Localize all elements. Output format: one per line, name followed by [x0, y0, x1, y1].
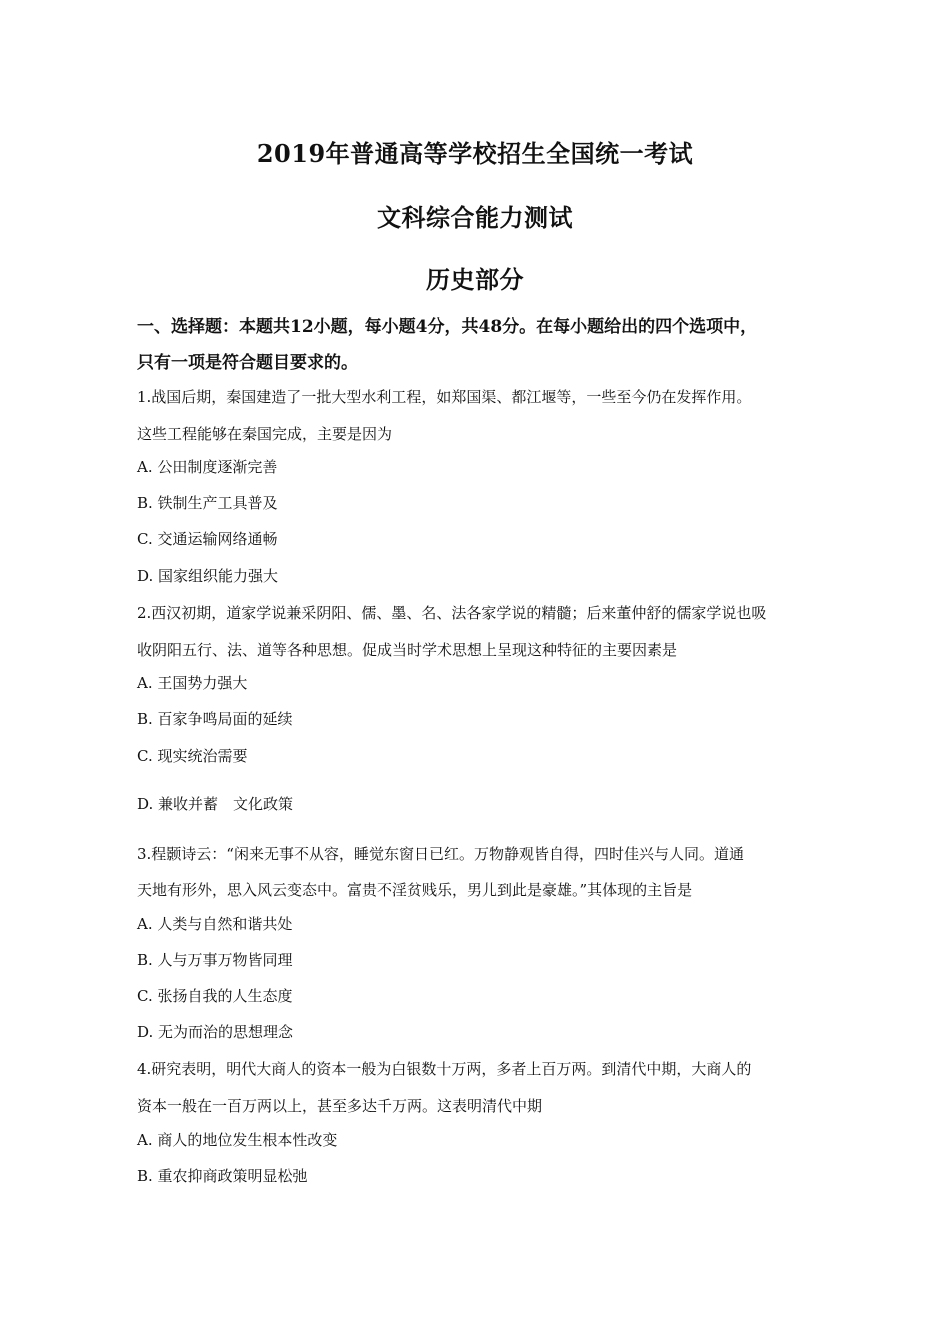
instructions-line-1: 一、选择题：本题共12小题，每小题4分，共48分。在每小题给出的四个选项中， [137, 317, 758, 337]
question-2-option-c: C. 现实统治需要 [137, 747, 248, 765]
section-title: 历史部分 [426, 265, 524, 294]
question-2-stem-line-1: 2.西汉初期，道家学说兼采阴阳、儒、墨、名、法各家学说的精髓；后来董仲舒的儒家学说也吸 [137, 604, 767, 622]
question-3-stem-line-1: 3.程颢诗云：“闲来无事不从容，睡觉东窗日已红。万物静观皆自得，四时佳兴与人同。道通 [137, 845, 744, 863]
question-2-stem-line-2: 收阴阳五行、法、道等各种思想。促成当时学术思想上呈现这种特征的主要因素是 [137, 641, 678, 659]
instructions-line-2: 只有一项是符合题目要求的。 [137, 353, 358, 373]
question-4-stem-line-1: 4.研究表明，明代大商人的资本一般为白银数十万两，多者上百万两。到清代中期，大商人的 [137, 1060, 752, 1078]
question-1-option-a: A. 公田制度逐渐完善 [137, 458, 278, 476]
question-2-option-b: B. 百家争鸣局面的延续 [137, 710, 293, 728]
question-1-option-c: C. 交通运输网络通畅 [137, 530, 278, 548]
question-2-option-a: A. 王国势力强大 [137, 674, 248, 692]
question-3-option-c: C. 张扬自我的人生态度 [137, 987, 293, 1005]
exam-title: 2019年普通高等学校招生全国统一考试 [256, 139, 694, 168]
question-4-option-a: A. 商人的地位发生根本性改变 [137, 1131, 338, 1149]
question-1-option-d: D. 国家组织能力强大 [137, 567, 279, 585]
question-4-stem-line-2: 资本一般在一百万两以上，甚至多达千万两。这表明清代中期 [137, 1097, 543, 1115]
exam-subtitle: 文科综合能力测试 [377, 203, 573, 232]
question-3-option-b: B. 人与万事万物皆同理 [137, 951, 293, 969]
question-1-stem-line-2: 这些工程能够在秦国完成，主要是因为 [137, 425, 393, 443]
question-1-stem-line-1: 1.战国后期，秦国建造了一批大型水利工程，如郑国渠、都江堰等，一些至今仍在发挥作用。 [137, 388, 752, 406]
question-3-stem-line-2: 天地有形外，思入风云变态中。富贵不淫贫贱乐，男儿到此是豪雄。”其体现的主旨是 [137, 881, 693, 899]
question-3-option-a: A. 人类与自然和谐共处 [137, 915, 293, 933]
question-1-option-b: B. 铁制生产工具普及 [137, 494, 278, 512]
question-3-option-d: D. 无为而治的思想理念 [137, 1023, 294, 1041]
question-2-option-d: D. 兼收并蓄 文化政策 [137, 795, 294, 813]
question-4-option-b: B. 重农抑商政策明显松弛 [137, 1167, 308, 1185]
